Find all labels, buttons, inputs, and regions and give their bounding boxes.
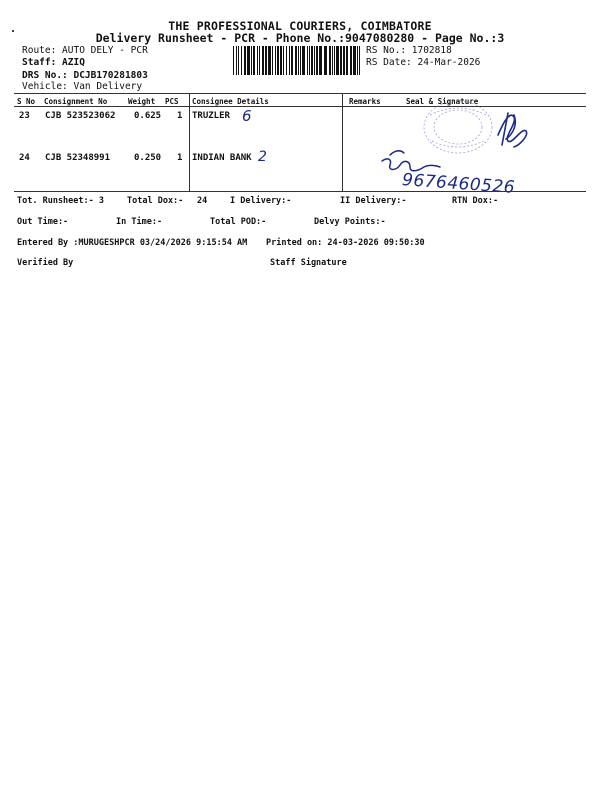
barcode-bar [251,46,252,75]
barcode-image [233,46,360,75]
barcode-bar [268,46,271,75]
handwritten-note: 6 [242,107,252,125]
row-consignee: TRUZLER [192,111,230,121]
row-weight: 0.625 [134,111,162,121]
printed-on: Printed on: 24-03-2026 09:50:30 [266,238,425,248]
handwritten-phone: 9676460526 [401,170,516,198]
vehicle-label: Vehicle: Van Delivery [22,81,143,92]
barcode-bar [236,46,237,75]
barcode-bar [300,46,301,75]
barcode-bar [241,46,242,75]
total-runsheet: Tot. Runsheet:- 3 [17,196,104,206]
barcode-bar [286,46,287,75]
barcode-bar [329,46,331,75]
row-consignment: CJB 523523062 [45,111,116,121]
header-consignee: Consignee Details [192,97,269,106]
total-pod: Total POD:- [210,217,267,227]
barcode-bar [244,46,246,75]
barcode-bar [324,46,327,75]
barcode-bar [280,46,282,75]
consignee-column-divider [189,93,190,191]
row-consignment: CJB 52348991 [45,153,111,163]
row-consignee: INDIAN BANK [192,153,252,163]
drs-number: DRS No.: DCJB170281803 [22,70,148,81]
ii-delivery: II Delivery:- [340,196,407,206]
barcode-bar [289,46,290,75]
row-sno: 24 [19,153,30,163]
barcode-bar [302,46,305,75]
signature-scribble [498,113,527,147]
barcode-bar [311,46,313,75]
barcode-bar [295,46,297,75]
barcode-bar [350,46,352,75]
verified-by: Verified By [17,258,74,268]
barcode-bar [283,46,284,75]
barcode-bar [253,46,255,75]
staff-label: Staff: AZIQ [22,57,85,68]
header-remarks: Remarks [349,97,381,106]
barcode-bar [314,46,315,75]
recipient-signature [382,151,440,171]
total-dox-label: Total Dox:- [127,196,184,206]
header-sno: S No [17,97,36,106]
barcode-bar [238,46,239,75]
barcode-bar [277,46,279,75]
barcode-bar [272,46,273,75]
header-consignment: Consignment No [44,97,108,106]
out-time: Out Time:- [17,217,69,227]
barcode-bar [334,46,335,75]
barcode-bar [319,46,322,75]
barcode-bar [257,46,258,75]
route-label: Route: AUTO DELY - PCR [22,45,148,56]
remarks-column-divider [342,93,343,191]
barcode-bar [332,46,333,75]
in-time: In Time:- [116,217,163,227]
barcode-bar [343,46,345,75]
barcode-bar [340,46,342,75]
barcode-bar [336,46,339,75]
runsheet-subtitle: Delivery Runsheet - PCR - Phone No.:9047080280 - Page No.:3 [95,31,505,45]
barcode-bar [346,46,348,75]
rs-number: RS No.: 1702818 [366,45,452,56]
barcode-bar [307,46,308,75]
barcode-bar [353,46,356,75]
i-delivery: I Delivery:- [230,196,292,206]
handwritten-note: 2 [258,149,267,165]
header-pcs: PCS [165,97,179,106]
row-pcs: 1 [177,153,183,163]
row-sno: 23 [19,111,30,121]
barcode-bar [265,46,267,75]
barcode-bar [298,46,299,75]
barcode-bar [359,46,360,75]
staff-signature: Staff Signature [270,258,347,268]
delvy-points: Delvy Points:- [314,217,386,227]
barcode-bar [316,46,318,75]
row-weight: 0.250 [134,153,162,163]
barcode-bar [309,46,310,75]
barcode-bar [291,46,293,75]
barcode-bar [262,46,264,75]
barcode-bar [259,46,260,75]
header-seal-signature: Seal & Signature [406,97,479,106]
company-title: THE PROFESSIONAL COURIERS, COIMBATORE [168,19,432,33]
row-pcs: 1 [177,111,183,121]
barcode-bar [275,46,276,75]
rs-date: RS Date: 24-Mar-2026 [366,57,481,68]
table-top-border [14,93,586,94]
barcode-bar [247,46,250,75]
barcode-bar [357,46,358,75]
entered-by: Entered By :MURUGESHPCR 03/24/2026 9:15:54 AM [17,238,248,248]
barcode-bar [233,46,234,75]
courier-stamp [424,101,492,153]
total-dox-value: 24 [197,196,208,206]
header-weight: Weight [128,97,156,106]
rtn-dox: RTN Dox:- [452,196,499,206]
